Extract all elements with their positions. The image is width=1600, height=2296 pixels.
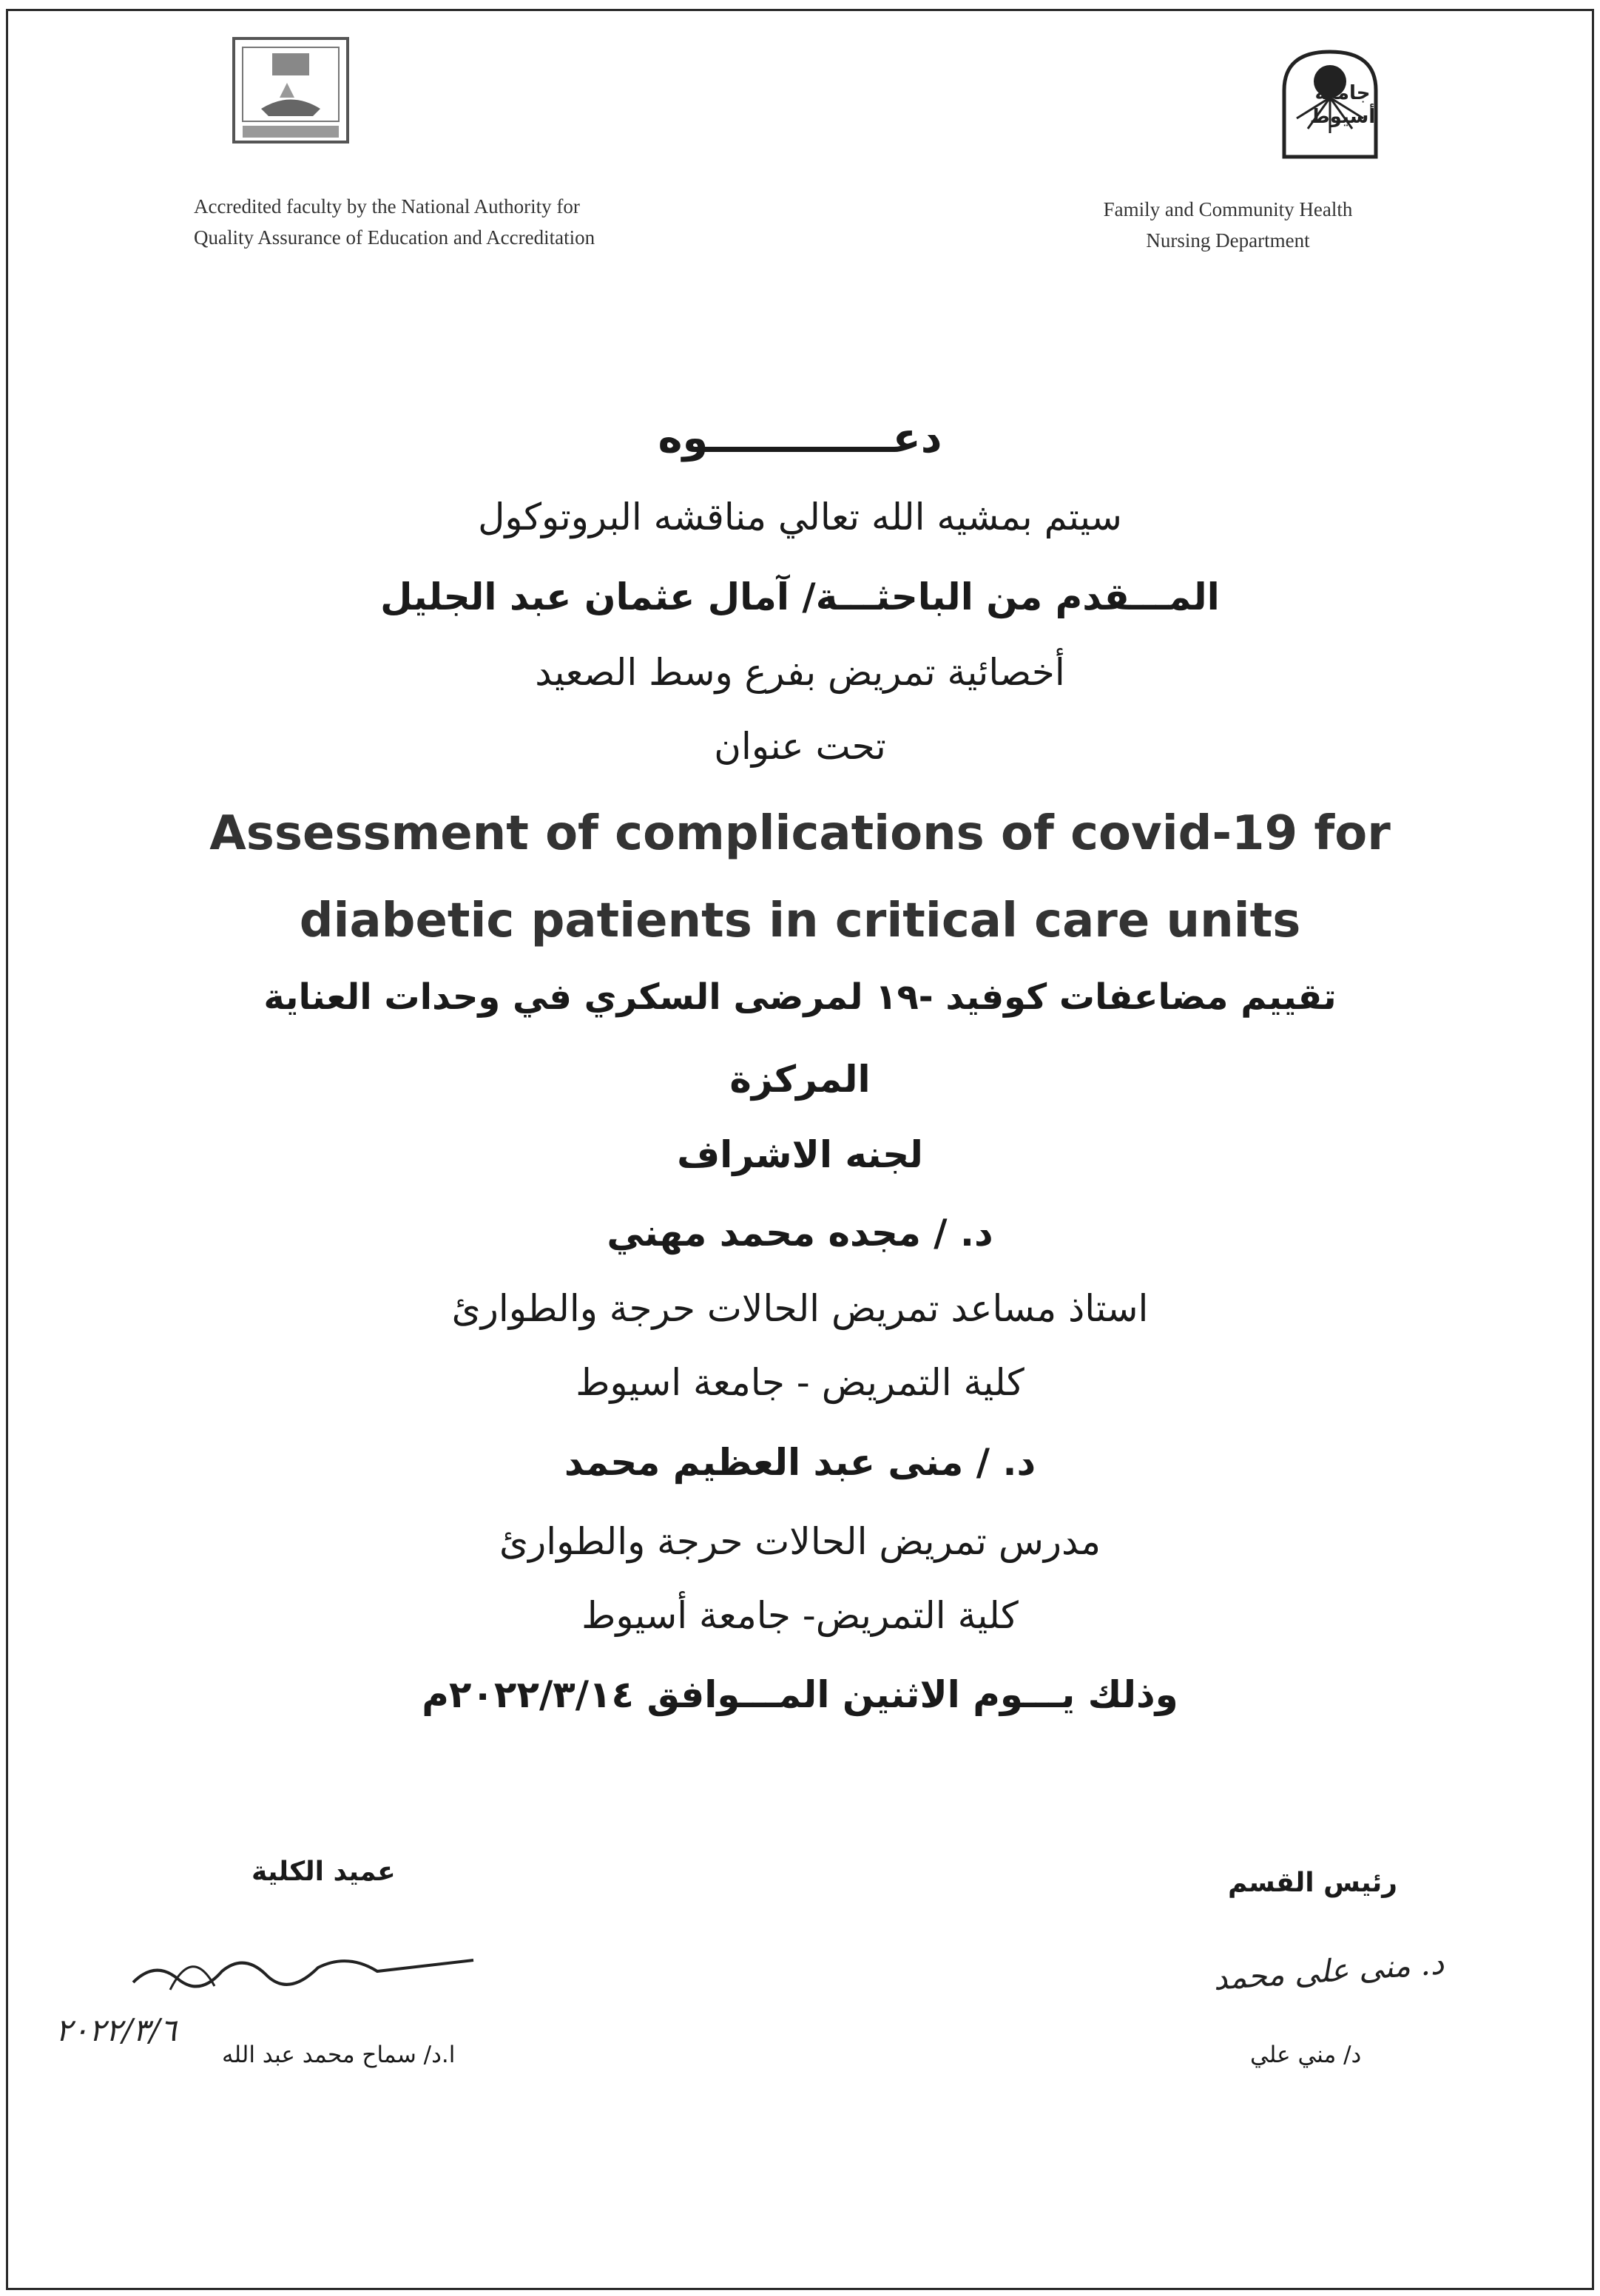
supervisor-1-name: د. / مجده محمد مهني bbox=[607, 1212, 993, 1255]
department-head-name: د/ مني علي bbox=[1250, 2042, 1362, 2068]
under-title: تحت عنوان bbox=[714, 725, 886, 768]
supervisor-2-name: د. / منى عبد العظيم محمد bbox=[564, 1441, 1036, 1484]
invitation-heading: دعـــــــــــــوه bbox=[658, 414, 942, 462]
faculty-logo bbox=[228, 31, 354, 153]
title-en-line-1: Assessment of complications of covid-19 for bbox=[209, 806, 1391, 861]
department-head-label: رئيس القسم bbox=[1228, 1868, 1397, 1898]
supervisor-1-title: استاذ مساعد تمريض الحالات حرجة والطوارئ bbox=[451, 1287, 1149, 1330]
title-ar-line-1: تقييم مضاعفات كوفيد -١٩ لمرضى السكري في وحدات العناية bbox=[263, 976, 1337, 1018]
presenter-line: المـــقدم من الباحثـــة/ آمال عثمان عبد الجليل bbox=[380, 575, 1220, 618]
dean-label: عميد الكلية bbox=[252, 1857, 396, 1887]
committee-heading: لجنه الاشراف bbox=[677, 1133, 923, 1176]
supervisor-2-title: مدرس تمريض الحالات حرجة والطوارئ bbox=[499, 1520, 1101, 1563]
supervisor-1-affiliation: كلية التمريض - جامعة اسيوط bbox=[575, 1361, 1025, 1404]
date-line: وذلك يـــوم الاثنين المـــوافق ٢٠٢٢/٣/١٤م bbox=[422, 1673, 1178, 1716]
dean-name: ا.د/ سماح محمد عبد الله bbox=[222, 2042, 456, 2068]
accreditation-text: Accredited faculty by the National Authority for Quality Assurance of Education and Accreditation bbox=[194, 195, 595, 249]
supervisor-2-affiliation: كلية التمريض- جامعة أسيوط bbox=[581, 1594, 1019, 1637]
intro-line: سيتم بمشيه الله تعالي مناقشه البروتوكول bbox=[478, 496, 1122, 538]
title-ar-line-2: المركزة bbox=[729, 1058, 871, 1101]
dean-signature-date: ٢٠٢٢/٣/٦ bbox=[55, 2012, 177, 2048]
title-en-line-2: diabetic patients in critical care units bbox=[299, 894, 1301, 948]
university-logo-text: جامعة أسيوط bbox=[1309, 82, 1376, 128]
department-head-signature: د. منى على محمد bbox=[1212, 1945, 1445, 1997]
presenter-title: أخصائية تمريض بفرع وسط الصعيد bbox=[535, 651, 1065, 694]
department-text: Family and Community Health Nursing Department bbox=[1103, 198, 1353, 251]
